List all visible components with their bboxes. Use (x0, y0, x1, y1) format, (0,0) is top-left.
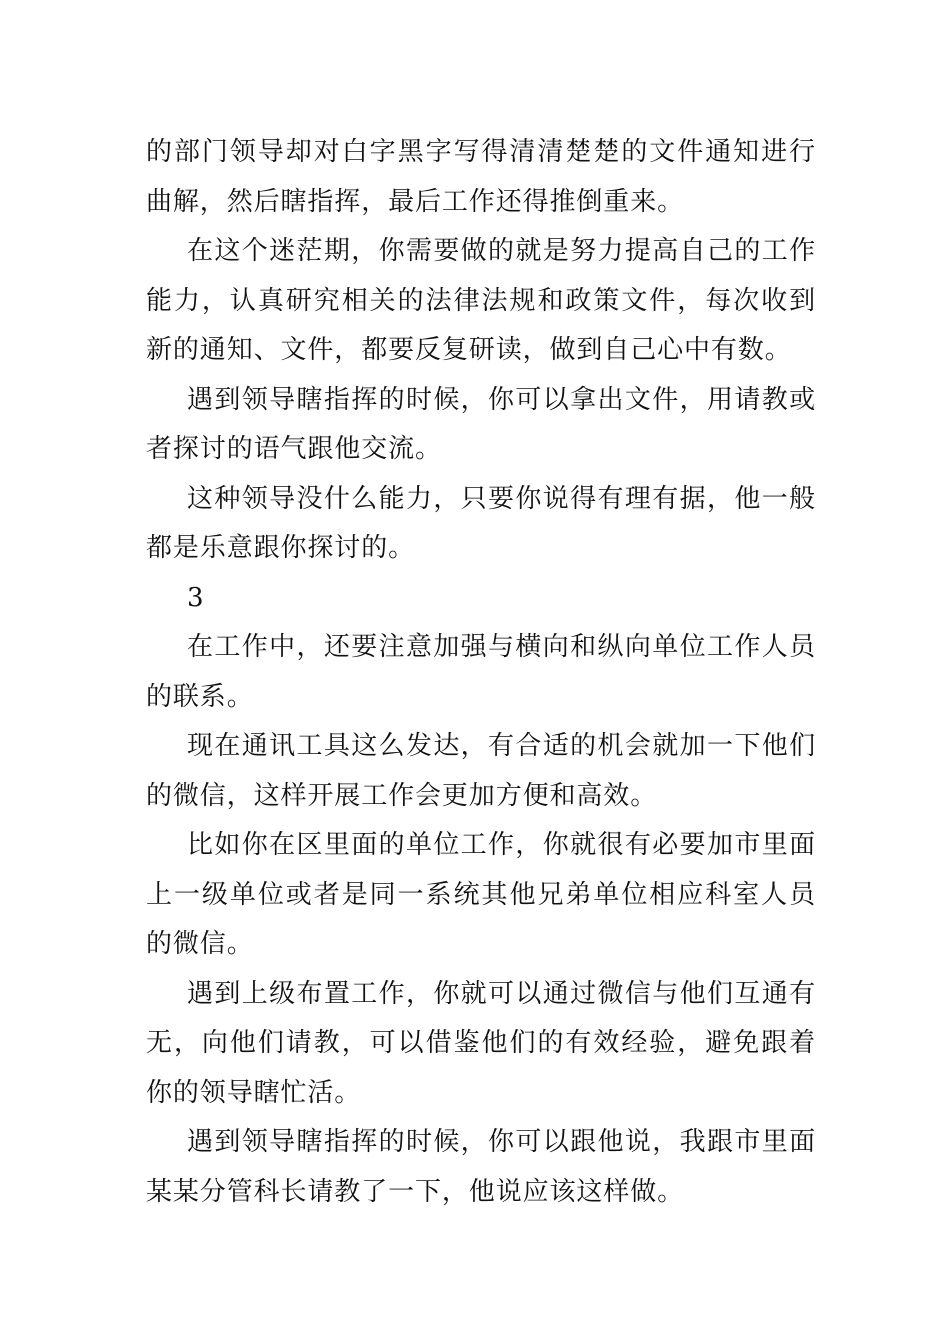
paragraph: 在这个迷茫期，你需要做的就是努力提高自己的工作能力，认真研究相关的法律法规和政策文件，每次收到新的通知、文件，都要反复研读，做到自己心中有数。 (146, 236, 816, 365)
paragraph: 遇到领导瞎指挥的时候，你可以拿出文件，用请教或者探讨的语气跟他交流。 (146, 384, 816, 464)
paragraph: 在工作中，还要注意加强与横向和纵向单位工作人员的联系。 (146, 632, 816, 712)
paragraph: 现在通讯工具这么发达，有合适的机会就加一下他们的微信，这样开展工作会更加方便和高效。 (146, 731, 816, 811)
paragraph: 比如你在区里面的单位工作，你就很有必要加市里面上一级单位或者是同一系统其他兄弟单位相应科室人员的微信。 (146, 830, 816, 959)
paragraph: 遇到领导瞎指挥的时候，你可以跟他说，我跟市里面某某分管科长请教了一下，他说应该这样做。 (146, 1127, 816, 1207)
document-body (146, 128, 816, 1217)
section-number: 3 (187, 582, 205, 613)
paragraph: 遇到上级布置工作，你就可以通过微信与他们互通有无，向他们请教，可以借鉴他们的有效经验，避免跟着你的领导瞎忙活。 (146, 978, 816, 1108)
paragraph: 这种领导没什么能力，只要你说得有理有据，他一般都是乐意跟你探讨的。 (146, 483, 816, 563)
paragraph-continued: 的部门领导却对白字黑字写得清清楚楚的文件通知进行曲解，然后瞎指挥，最后工作还得推倒重来。 (146, 137, 816, 217)
